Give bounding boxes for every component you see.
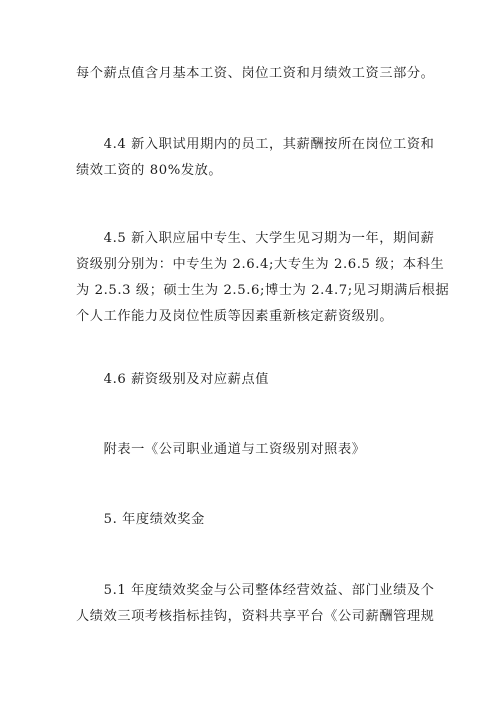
text-line: 5.1 年度绩效奖金与公司整体经营效益、部门业绩及个 <box>76 583 435 598</box>
paragraph-appendix-table-one <box>76 437 428 463</box>
paragraph-4-5-graduates <box>76 226 450 330</box>
text-line: 个人工作能力及岗位性质等因素重新核定薪资级别。 <box>76 309 394 324</box>
text-line: 资级别分别为：中专生为 2.6.4;大专生为 2.6.5 级；本科生 <box>76 257 445 272</box>
text-line: 为 2.5.3 级；硕士生为 2.5.6;博士为 2.4.7;见习期满后根据 <box>76 283 450 298</box>
heading-5-annual-bonus <box>76 507 428 533</box>
paragraph-4-4-probation <box>76 132 435 184</box>
text-line: 4.6 薪资级别及对应薪点值 <box>76 372 270 387</box>
paragraph-4-6-salary-levels <box>76 367 428 393</box>
text-line: 绩效工资的 80%发放。 <box>76 163 223 178</box>
text-line: 附表一《公司职业通道与工资级别对照表》 <box>76 442 366 457</box>
text-line: 4.4 新入职试用期内的员工，其薪酬按所在岗位工资和 <box>76 137 435 152</box>
text-line: 每个薪点值含月基本工资、岗位工资和月绩效工资三部分。 <box>76 66 435 81</box>
text-line: 5. 年度绩效奖金 <box>76 512 205 527</box>
text-line: 人绩效三项考核指标挂钩，资料共享平台《公司薪酬管理规 <box>76 609 435 624</box>
paragraph-5-1-bonus-linkage <box>76 578 435 630</box>
text-line: 4.5 新入职应届中专生、大学生见习期为一年，期间薪 <box>76 231 435 246</box>
paragraph-salary-point-composition <box>76 61 435 87</box>
